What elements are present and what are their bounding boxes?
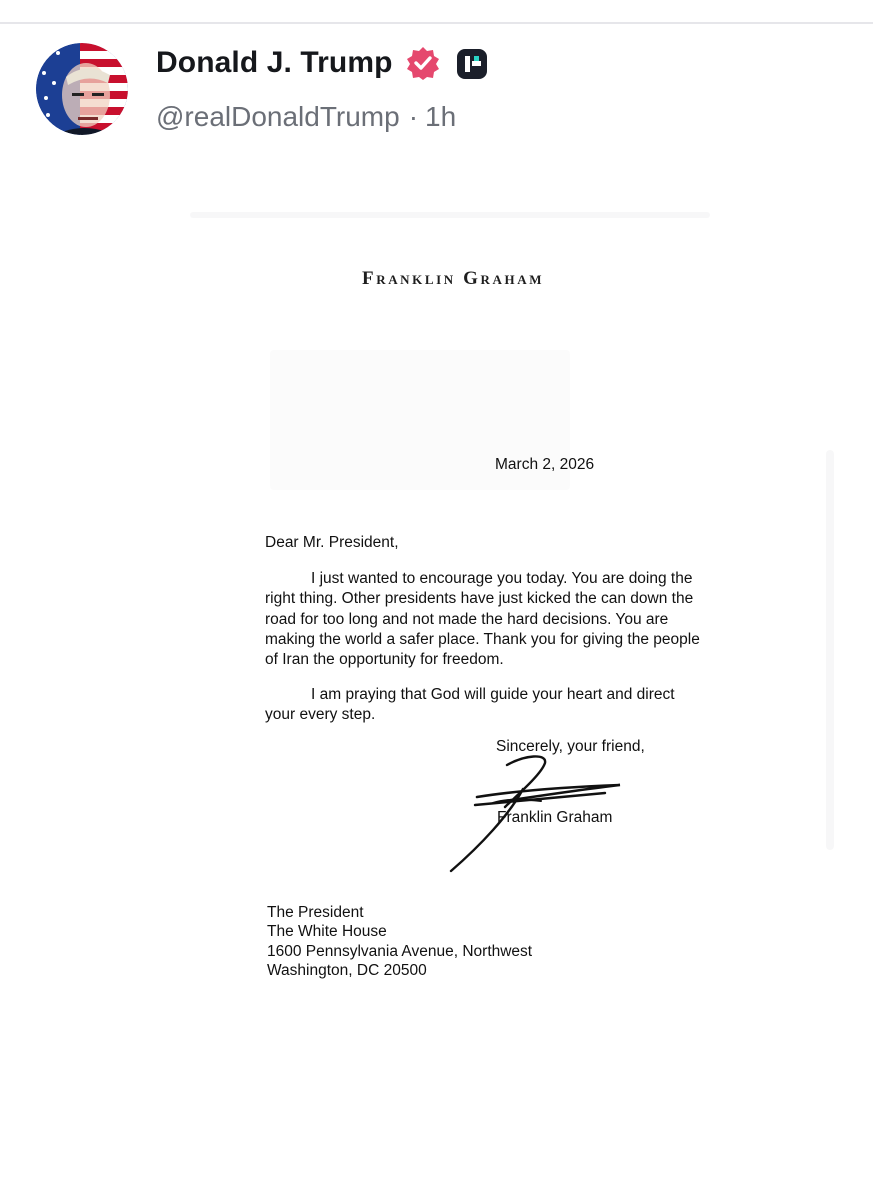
post-meta	[156, 98, 456, 136]
letter-address	[267, 903, 532, 980]
letter-signer: Franklin Graham	[497, 809, 613, 826]
address-line: The White House	[267, 923, 387, 941]
address-line: Washington, DC 20500	[267, 961, 427, 979]
paragraph-line: road for too long and not made the hard decisions. You are	[265, 610, 669, 628]
paragraph-line: I just wanted to encourage you today. You are doing the	[311, 570, 693, 587]
paragraph-line: your every step.	[265, 706, 376, 724]
address-line: The President	[267, 904, 364, 921]
letter-salutation: Dear Mr. President,	[265, 534, 399, 551]
paragraph-line: right thing. Other presidents have just kicked the can down the	[265, 590, 694, 608]
flag-portrait-avatar-icon	[36, 43, 128, 135]
scan-smudge	[826, 450, 834, 850]
letter-paragraph-2	[265, 685, 675, 726]
letterhead: Franklin Graham	[362, 268, 545, 289]
paragraph-line: of Iran the opportunity for freedom.	[265, 651, 504, 669]
letter-paragraph-1	[265, 569, 700, 670]
top-divider	[0, 22, 873, 24]
avatar[interactable]	[36, 43, 128, 135]
letter-date: March 2, 2026	[495, 456, 595, 473]
user-handle[interactable]: @realDonaldTrump	[156, 101, 400, 132]
scan-smudge	[190, 212, 710, 218]
meta-separator: ·	[408, 101, 419, 132]
app-badge-icon	[456, 48, 488, 80]
paragraph-line: I am praying that God will guide your heart and direct	[311, 686, 675, 703]
letter-closing: Sincerely, your friend,	[496, 738, 645, 755]
address-line: 1600 Pennsylvania Avenue, Northwest	[267, 942, 533, 960]
paragraph-line: making the world a safer place. Thank you for giving the people	[265, 630, 700, 648]
display-name[interactable]: Donald J. Trump	[156, 46, 393, 79]
letter-image[interactable]	[0, 150, 873, 1200]
post-timestamp[interactable]: 1h	[425, 101, 457, 132]
verified-badge-icon	[405, 45, 441, 81]
